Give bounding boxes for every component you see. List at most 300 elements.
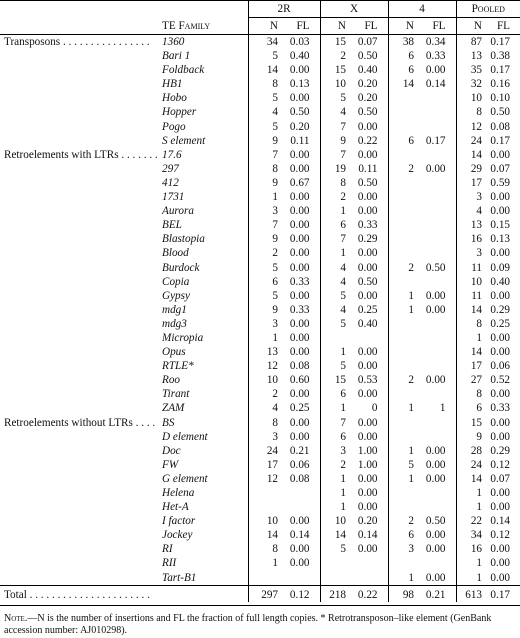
fl-cell: 0.00 (425, 458, 446, 471)
category-spacer (0, 105, 160, 119)
fl-cell (420, 176, 456, 190)
fl-cell: 0.40 (357, 317, 378, 330)
n-cell: 5 (248, 120, 284, 134)
te-family-name: 1731 (162, 191, 185, 204)
fl-cell: 0.17 (490, 36, 510, 48)
n-cell: 1 (388, 472, 420, 486)
fl-cell: 0.00 (357, 346, 378, 359)
fl-cell: 0.09 (490, 261, 510, 274)
te-family-name: Foldback (162, 64, 205, 77)
n-cell: 4 (320, 261, 352, 275)
n-cell: 15 (320, 373, 352, 387)
n-cell: 14 (320, 528, 352, 542)
category-spacer (0, 261, 160, 275)
n-cell: 5 (320, 542, 352, 556)
fl-cell: 0.08 (289, 472, 310, 485)
fl-cell: 0.00 (357, 487, 378, 499)
n-cell: 12 (456, 120, 488, 134)
n-cell: 5 (248, 49, 284, 63)
n-cell (388, 387, 420, 401)
fl-cell: 0.50 (490, 106, 510, 119)
n-cell: 14 (456, 148, 488, 162)
fl-cell: 0.00 (357, 289, 378, 302)
n-cell: 10 (320, 77, 352, 91)
fl-cell: 0.34 (425, 36, 446, 48)
fl-cell: 0.33 (289, 303, 310, 316)
te-family-name: Hobo (162, 92, 187, 105)
te-family-name: Pogo (162, 120, 186, 133)
fl-cell: 0.00 (289, 205, 310, 218)
n-cell: 4 (456, 204, 488, 218)
table-row (0, 275, 520, 289)
fl-cell: 0.00 (289, 64, 310, 77)
table-note (0, 606, 520, 638)
te-family-name: S element (162, 134, 206, 147)
table-row (0, 430, 520, 444)
fl-cell: 0.29 (490, 444, 510, 457)
te-family-name: 1360 (162, 36, 185, 48)
n-cell: 4 (320, 303, 352, 317)
n-cell (388, 105, 420, 119)
category-spacer (0, 472, 160, 486)
group-2r: 2R (248, 1, 320, 18)
n-cell (388, 246, 420, 260)
fl-cell: 1.00 (357, 444, 378, 457)
fl-cell: 0.00 (289, 219, 310, 232)
n-cell: 14 (456, 472, 488, 486)
te-family-name: Jockey (162, 529, 193, 542)
fl-cell: 0.00 (425, 472, 446, 485)
fl-cell: 0.12 (490, 529, 510, 542)
category-spacer (0, 246, 160, 260)
n-cell: 1 (320, 345, 352, 359)
n-cell (388, 359, 420, 373)
fl-cell: 0.00 (425, 303, 446, 316)
n-cell: 1 (388, 444, 420, 458)
n-cell (388, 556, 420, 570)
te-family-name: Blastopia (162, 233, 205, 246)
n-cell: 2 (388, 162, 420, 176)
category-spacer (0, 486, 160, 500)
total-cell: 613 (456, 585, 488, 602)
fl-cell: 0.50 (357, 176, 378, 189)
te-family-name: 412 (162, 176, 179, 189)
n-cell: 1 (388, 571, 420, 586)
fl-cell: 0.00 (289, 261, 310, 274)
n-cell (388, 120, 420, 134)
n-cell: 4 (320, 275, 352, 289)
n-cell: 9 (456, 430, 488, 444)
n-header-pooled: N (456, 18, 488, 35)
te-family-name: BS (162, 416, 175, 429)
table-row (0, 289, 520, 303)
fl-cell (284, 571, 320, 586)
te-family-name: RI (162, 543, 173, 556)
table-row (0, 49, 520, 63)
fl-cell: 0 (371, 402, 378, 415)
category-spacer (0, 218, 160, 232)
n-cell: 12 (248, 472, 284, 486)
fl-cell (420, 430, 456, 444)
fl-cell: 0.00 (490, 191, 510, 204)
table-row (0, 444, 520, 458)
n-cell: 87 (456, 35, 488, 49)
table-row (0, 500, 520, 514)
fl-cell: 0.00 (490, 148, 510, 161)
fl-cell: 0.33 (490, 402, 510, 415)
category-spacer (0, 204, 160, 218)
fl-cell: 0.00 (490, 247, 510, 260)
n-cell: 2 (388, 514, 420, 528)
n-cell: 6 (248, 275, 284, 289)
n-cell: 38 (388, 35, 420, 49)
n-cell (388, 232, 420, 246)
fl-cell (420, 387, 456, 401)
table-row (0, 63, 520, 77)
note-text: —N is the number of insertions and FL the fraction of full length copies. * Retrotransposon–like element (GenBank accession number: AJ010298). (4, 612, 492, 637)
n-cell: 1 (456, 556, 488, 570)
fl-cell: 0.12 (490, 458, 510, 471)
fl-cell: 0.06 (289, 458, 310, 471)
fl-cell: 0.00 (425, 543, 446, 556)
n-cell: 7 (248, 148, 284, 162)
total-cell: 297 (248, 585, 284, 602)
fl-cell: 0.00 (490, 501, 510, 514)
n-cell: 8 (248, 162, 284, 176)
n-cell: 19 (320, 162, 352, 176)
total-cell: 0.21 (420, 585, 456, 602)
n-cell: 17 (456, 176, 488, 190)
n-cell: 2 (248, 246, 284, 260)
category-spacer (0, 500, 160, 514)
n-cell: 4 (248, 401, 284, 415)
fl-cell: 0.08 (490, 120, 510, 133)
n-cell: 9 (248, 232, 284, 246)
table-row (0, 218, 520, 232)
n-cell: 1 (248, 331, 284, 345)
n-cell (248, 486, 284, 500)
fl-cell: 0.40 (490, 275, 510, 288)
n-cell: 24 (456, 134, 488, 148)
n-cell: 1 (456, 500, 488, 514)
fl-cell: 0.33 (289, 275, 310, 288)
table-row (0, 120, 520, 134)
n-cell (388, 331, 420, 345)
n-cell: 16 (456, 542, 488, 556)
total-cell: 98 (388, 585, 420, 602)
fl-cell: 0.00 (357, 388, 378, 401)
fl-cell: 0.20 (357, 78, 378, 91)
n-cell: 3 (248, 317, 284, 331)
fl-cell: 0.52 (490, 374, 510, 387)
fl-cell: 0.00 (357, 543, 378, 556)
fl-cell: 0.03 (289, 36, 310, 48)
fl-cell: 0.50 (425, 515, 446, 528)
n-cell: 6 (456, 401, 488, 415)
fl-cell: 0.00 (425, 289, 446, 302)
n-cell: 10 (248, 373, 284, 387)
te-family-name: Helena (162, 487, 195, 499)
fl-cell: 0.25 (357, 303, 378, 316)
n-cell: 2 (388, 373, 420, 387)
fl-cell: 0.00 (289, 430, 310, 443)
category-spacer (0, 373, 160, 387)
fl-cell (420, 190, 456, 204)
n-cell (388, 176, 420, 190)
fl-cell (420, 500, 456, 514)
n-cell: 1 (320, 204, 352, 218)
table-row (0, 176, 520, 190)
n-cell: 12 (248, 359, 284, 373)
table-row (0, 458, 520, 472)
fl-cell: 0.00 (289, 416, 310, 429)
n-cell (388, 204, 420, 218)
te-family-name: mdg1 (162, 303, 187, 316)
fl-cell (420, 204, 456, 218)
n-cell: 10 (320, 514, 352, 528)
n-cell: 24 (456, 458, 488, 472)
total-cell: 0.22 (352, 585, 388, 602)
fl-cell: 0.00 (490, 289, 510, 302)
fl-cell: 0.00 (289, 346, 310, 359)
fl-cell: 0.10 (490, 92, 510, 105)
n-cell: 28 (456, 444, 488, 458)
fl-cell: 0.00 (490, 331, 510, 344)
table-row (0, 246, 520, 260)
group-header-row (0, 1, 520, 18)
fl-cell: 0.00 (490, 205, 510, 218)
te-family-name: Het-A (162, 501, 189, 514)
fl-cell: 0.50 (425, 261, 446, 274)
te-family-name: Copia (162, 275, 190, 288)
fl-cell: 0.00 (289, 317, 310, 330)
n-cell: 11 (456, 261, 488, 275)
fl-cell: 0.00 (490, 416, 510, 429)
te-family-name: ZAM (162, 402, 185, 415)
table-row (0, 91, 520, 105)
n-cell: 7 (248, 218, 284, 232)
n-cell: 9 (248, 134, 284, 148)
n-cell: 1 (320, 472, 352, 486)
n-cell: 3 (456, 190, 488, 204)
fl-cell: 0.00 (357, 501, 378, 514)
n-cell: 34 (456, 528, 488, 542)
total-label: Total . . . . . . . . . . . . . . . . . . . . . . (0, 585, 160, 602)
n-cell (388, 486, 420, 500)
fl-cell (420, 105, 456, 119)
category-spacer (0, 289, 160, 303)
fl-cell (352, 556, 388, 570)
fl-cell (420, 275, 456, 289)
fl-cell: 0.00 (357, 416, 378, 429)
category-spacer (0, 331, 160, 345)
n-cell: 3 (248, 204, 284, 218)
fl-cell (284, 500, 320, 514)
n-cell: 3 (320, 444, 352, 458)
fl-cell: 0.00 (490, 388, 510, 401)
category-spacer (0, 176, 160, 190)
n-cell: 17 (248, 458, 284, 472)
te-family-name: 297 (162, 162, 179, 175)
category-spacer (0, 232, 160, 246)
te-family-name: Gypsy (162, 289, 190, 302)
fl-cell (352, 571, 388, 586)
fl-cell: 0.15 (490, 219, 510, 232)
fl-cell: 0.08 (289, 360, 310, 373)
fl-cell (420, 148, 456, 162)
n-cell: 14 (456, 303, 488, 317)
n-cell: 1 (248, 556, 284, 570)
n-cell: 9 (248, 176, 284, 190)
table-row (0, 401, 520, 415)
category-spacer (0, 556, 160, 570)
n-cell: 7 (320, 232, 352, 246)
fl-cell: 0.00 (425, 162, 446, 175)
n-cell: 5 (320, 289, 352, 303)
n-cell: 6 (388, 134, 420, 148)
fl-cell (284, 486, 320, 500)
fl-cell: 0.40 (357, 64, 378, 77)
fl-cell: 0.00 (289, 247, 310, 260)
n-cell: 4 (320, 105, 352, 119)
fl-cell: 0.00 (289, 233, 310, 246)
fl-cell: 0.20 (289, 120, 310, 133)
fl-cell: 0.00 (357, 261, 378, 274)
fl-cell (420, 218, 456, 232)
n-cell (388, 91, 420, 105)
table-row (0, 416, 520, 430)
n-cell (388, 275, 420, 289)
category-spacer (0, 134, 160, 148)
category-spacer (0, 542, 160, 556)
fl-cell: 0.00 (490, 430, 510, 443)
n-cell: 3 (388, 542, 420, 556)
n-cell: 1 (248, 190, 284, 204)
table-row (0, 486, 520, 500)
fl-cell: 0.00 (289, 148, 310, 161)
fl-cell (352, 331, 388, 345)
fl-cell (420, 416, 456, 430)
fl-cell: 0.50 (357, 106, 378, 119)
fl-cell: 0.14 (357, 529, 378, 542)
n-cell: 1 (456, 486, 488, 500)
te-family-name: Bari 1 (162, 50, 191, 63)
n-cell (388, 148, 420, 162)
table-row (0, 261, 520, 275)
fl-cell: 0.00 (289, 191, 310, 204)
fl-cell (420, 232, 456, 246)
n-cell: 17 (456, 359, 488, 373)
n-cell: 13 (248, 345, 284, 359)
fl-cell: 0.50 (289, 106, 310, 119)
fl-cell: 0.67 (289, 176, 310, 189)
n-header-x: N (320, 18, 352, 35)
table-row (0, 373, 520, 387)
n-cell: 6 (320, 430, 352, 444)
category-spacer (0, 458, 160, 472)
category-spacer (0, 303, 160, 317)
n-cell: 9 (248, 303, 284, 317)
category-spacer (0, 359, 160, 373)
te-family-name: I factor (162, 515, 196, 528)
te-family-name: D element (162, 430, 208, 443)
fl-cell: 0.14 (490, 515, 510, 528)
n-cell: 2 (388, 261, 420, 275)
te-family-name: Hopper (162, 106, 197, 119)
fl-cell: 0.00 (289, 388, 310, 401)
n-cell: 15 (320, 35, 352, 49)
fl-cell: 0.00 (289, 331, 310, 344)
fl-cell: 0.16 (490, 78, 510, 91)
n-cell (320, 556, 352, 570)
fl-cell (420, 91, 456, 105)
n-cell: 1 (320, 500, 352, 514)
fl-cell: 0.00 (490, 543, 510, 556)
n-cell (388, 317, 420, 331)
category-label: Transposons . . . . . . . . . . . . . . . . (4, 36, 150, 48)
n-cell: 14 (248, 63, 284, 77)
n-cell (388, 430, 420, 444)
fl-cell (420, 486, 456, 500)
te-family-name: RTLE* (162, 360, 194, 373)
fl-cell: 0.17 (490, 64, 510, 77)
category-spacer (0, 275, 160, 289)
bottom-rule (0, 602, 520, 606)
fl-cell: 0.00 (357, 360, 378, 373)
table-row (0, 387, 520, 401)
n-cell: 5 (248, 91, 284, 105)
n-cell: 22 (456, 514, 488, 528)
n-cell: 29 (456, 162, 488, 176)
fl-cell: 0.00 (490, 487, 510, 499)
category-spacer (0, 317, 160, 331)
category-spacer (0, 430, 160, 444)
table-row (0, 134, 520, 148)
n-cell: 34 (248, 35, 284, 49)
table-row (0, 190, 520, 204)
n-cell: 14 (388, 77, 420, 91)
n-cell: 10 (456, 91, 488, 105)
fl-cell: 0.00 (425, 444, 446, 457)
n-cell: 6 (388, 63, 420, 77)
n-cell: 7 (320, 120, 352, 134)
total-cell: 0.17 (488, 585, 520, 602)
fl-cell: 0.06 (490, 360, 510, 373)
fl-cell: 0.13 (289, 78, 310, 91)
column-header-row (0, 18, 520, 35)
n-cell: 1 (388, 401, 420, 415)
n-cell: 2 (248, 387, 284, 401)
n-cell: 8 (456, 105, 488, 119)
fl-cell: 0.00 (425, 529, 446, 542)
table-row (0, 359, 520, 373)
n-cell: 1 (320, 246, 352, 260)
fl-cell: 0.07 (490, 162, 510, 175)
te-family-name: FW (162, 458, 179, 471)
table-row (0, 514, 520, 528)
group-pooled: Pooled (456, 1, 520, 18)
table-row (0, 331, 520, 345)
note-prefix: Note. (4, 612, 28, 624)
n-cell: 14 (456, 345, 488, 359)
table-row (0, 317, 520, 331)
te-family-name: G element (162, 472, 208, 485)
fl-cell: 0.11 (290, 134, 310, 147)
n-cell: 27 (456, 373, 488, 387)
fl-cell: 0.00 (357, 205, 378, 218)
n-cell: 1 (456, 331, 488, 345)
n-cell: 6 (388, 49, 420, 63)
